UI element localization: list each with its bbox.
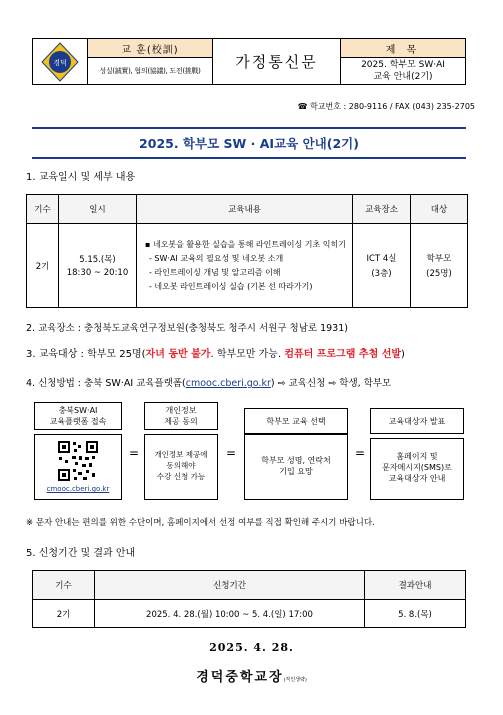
col-datetime: 일시: [59, 195, 137, 224]
table-header-row: [27, 195, 468, 224]
col-period: 신청기간: [95, 571, 365, 600]
schedule-table: [26, 194, 468, 308]
step2-body-line3: 수강 신청 가능: [156, 472, 206, 481]
section1-heading: 1. 교육일시 및 세부 내용: [26, 172, 136, 183]
step4-head: 교육대상자 발표: [370, 408, 464, 434]
list-item: - 네오봇 라인트레이싱 실습 (기본 선 따라가기): [149, 281, 313, 291]
step2-body: [144, 434, 218, 500]
table-header-row: [33, 571, 466, 600]
subject-line-2: 교육 안내(2기): [373, 72, 433, 82]
step4-body: [370, 438, 464, 500]
equals-sign-3: =: [355, 446, 366, 460]
table-row: [33, 600, 466, 628]
svg-text:경덕: 경덕: [53, 58, 67, 67]
principal-signature: [0, 666, 503, 685]
section4-prefix: 4. 신청방법 : 충북 SW·AI 교육플랫폼(: [26, 378, 186, 389]
col-term: 기수: [27, 195, 59, 224]
col-target: 대상: [411, 195, 468, 224]
col-place: 교육장소: [353, 195, 411, 224]
school-emblem-icon: [40, 42, 80, 82]
col-content: 교육내용: [137, 195, 353, 224]
motto-title: 교 훈(校訓): [88, 39, 212, 58]
step4-body-line2: 문자메시지(SMS)로: [382, 463, 452, 472]
step2-head: [144, 402, 218, 430]
subject-cell: [341, 39, 465, 84]
application-table: [32, 570, 466, 628]
subject-text: [341, 58, 465, 84]
list-item: - SW·AI 교육의 필요성 및 네오봇 소개: [149, 253, 284, 263]
section3-prefix: 3. 교육대상 : 학부모 25명(: [26, 349, 146, 360]
target-line-1: 학부모: [426, 254, 452, 264]
step1-head: [34, 402, 122, 430]
platform-link[interactable]: cmooc.cberi.go.kr: [185, 378, 271, 389]
document-header: [32, 38, 466, 85]
equals-sign-1: =: [129, 446, 140, 460]
section3-mid: . 학부모만 가능.: [210, 349, 285, 360]
place-line-1: ICT 4실: [366, 254, 397, 264]
paper-name: 가정통신문: [213, 39, 341, 84]
equals-sign-2: =: [226, 446, 237, 460]
step2-body-line2: 동의해야: [166, 461, 196, 470]
list-item: - 라인트레이싱 개념 및 알고리즘 이해: [149, 267, 281, 277]
step2-head-line2: 제공 동의: [164, 417, 198, 426]
cell-date: 5.15.(목): [79, 255, 116, 265]
cell-target: [411, 224, 468, 308]
place-line-2: (3층): [371, 269, 392, 279]
section3-target: [26, 345, 405, 360]
motto-text: 성실(誠實), 협의(協議), 도전(挑戰): [99, 67, 201, 75]
subject-title: 제 목: [341, 39, 465, 58]
section3-suffix: ): [401, 349, 405, 360]
principal-name: 경덕중학교장: [196, 670, 284, 685]
step1-link[interactable]: cmooc.cberi.go.kr: [46, 485, 110, 493]
section3-lottery: 컴퓨터 프로그램 추첨 선발: [284, 349, 402, 360]
motto-cell: [88, 39, 213, 84]
table-row: [27, 224, 468, 308]
cell-datetime: [59, 224, 137, 308]
cell-term: 2기: [27, 224, 59, 308]
list-item: ▪ 네오봇을 활용한 실습을 통해 라인트레이싱 기초 익히기: [145, 239, 346, 249]
target-line-2: (25명): [426, 269, 452, 279]
sms-note: ※ 문자 안내는 편의를 위한 수단이며, 홈페이지에서 선정 여부를 직접 확인해 주시기 바랍니다.: [26, 518, 375, 528]
cell-time: 18:30 ~ 20:10: [66, 268, 129, 278]
cell-result: 5. 8.(목): [365, 600, 466, 628]
step3-body: [244, 434, 348, 500]
qr-code-icon[interactable]: [56, 439, 100, 483]
seal-omitted: (직인생략): [283, 677, 307, 683]
step2-head-line1: 개인정보: [165, 406, 197, 415]
cell-term: 2기: [33, 600, 95, 628]
step2-body-line1: 개인정보 제공에: [154, 450, 208, 459]
col-result: 결과안내: [365, 571, 466, 600]
cell-period: 2025. 4. 28.(월) 10:00 ~ 5. 4.(일) 17:00: [95, 600, 365, 628]
section2-place: 2. 교육장소 : 충청북도교육연구정보원(충청북도 청주시 서원구 청남로 1931): [26, 323, 348, 334]
step3-head: 학부모 교육 선택: [244, 408, 348, 434]
step1-head-line2: 교육플랫폼 접속: [49, 417, 107, 426]
col-term: 기수: [33, 571, 95, 600]
section5-heading: 5. 신청기간 및 결과 안내: [26, 548, 136, 559]
step4-body-line1: 홈페이지 및: [396, 452, 438, 461]
page-title: 2025. 학부모 SW · AI교육 안내(2기): [32, 127, 466, 159]
subject-line-1: 2025. 학부모 SW·AI: [361, 60, 445, 70]
issue-date: 2025. 4. 28.: [209, 641, 294, 654]
section4-suffix: ) ⇨ 교육신청 ⇨ 학생, 학부모: [270, 378, 392, 389]
step3-body-line2: 기입 요망: [279, 467, 313, 476]
step3-body-line1: 학부모 성명, 연락처: [261, 456, 331, 465]
step1-head-line1: 충북SW·AI: [58, 406, 98, 415]
step4-body-line3: 교육대상자 안내: [388, 474, 446, 483]
section3-no-children: 자녀 동반 불가: [145, 349, 211, 360]
contact-info: ☎ 학교번호 : 280-9116 / FAX (043) 235-2705: [297, 102, 475, 111]
section4-method: [26, 375, 391, 389]
cell-content: [137, 224, 353, 308]
cell-place: [353, 224, 411, 308]
school-logo: [33, 39, 88, 84]
step1-body: [34, 434, 122, 500]
